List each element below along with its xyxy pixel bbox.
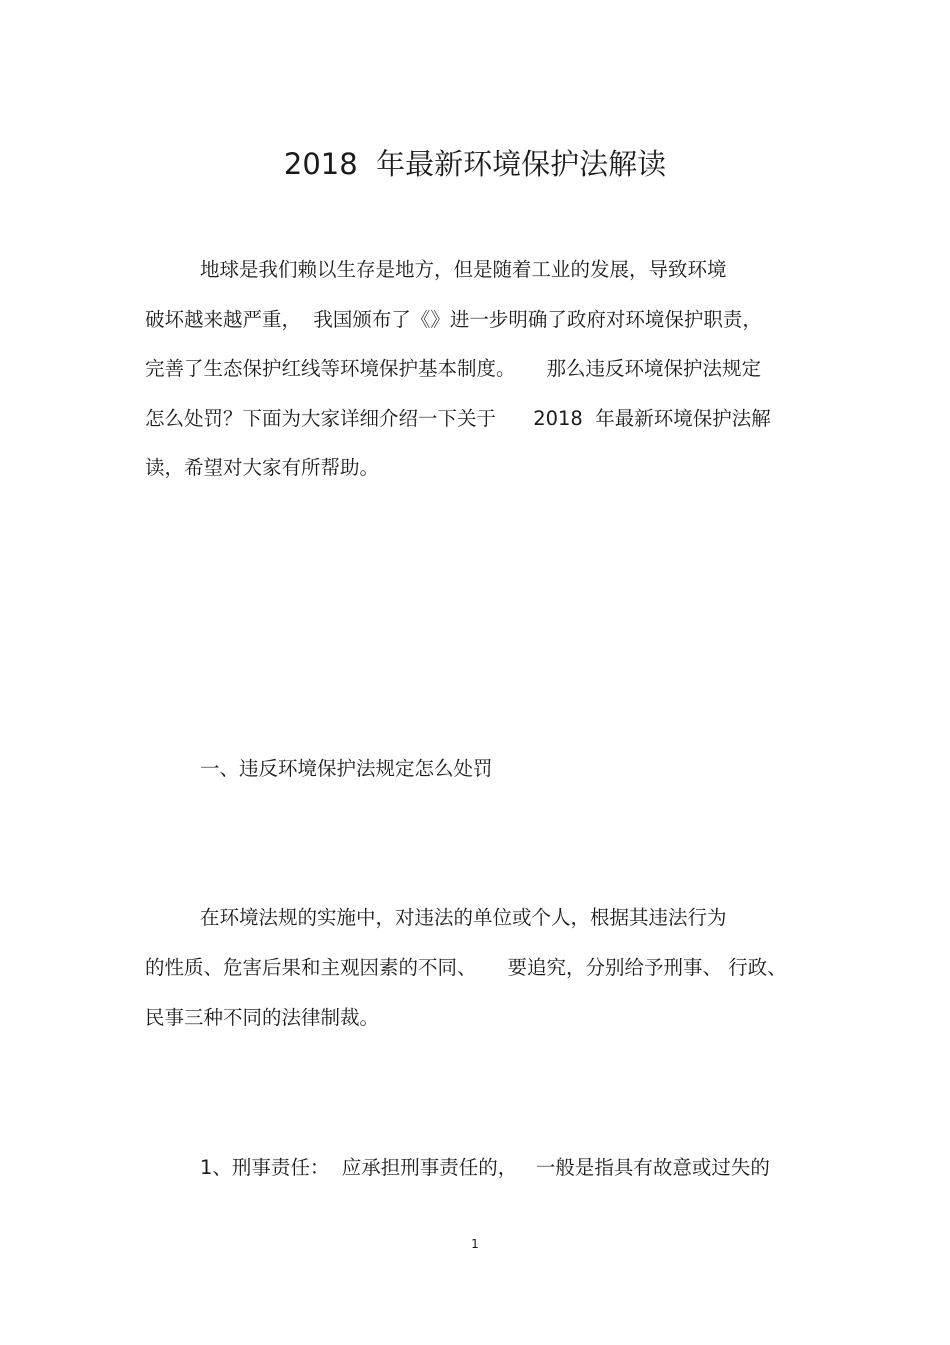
page-number: 1 [471,1237,479,1251]
intro-line-3: 完善了生态保护红线等环境保护基本制度。 那么违反环境保护法规定 [145,357,761,380]
document-title: 2018 年最新环境保护法解读 [283,147,667,181]
intro-line-1: 地球是我们赖以生存是地方，但是随着工业的发展，导致环境 [200,258,727,281]
section-line-2: 的性质、危害后果和主观因素的不同、 要追究，分别给予刑事、 行政、 [145,956,787,979]
intro-line-2: 破坏越来越严重， 我国颁布了《》进一步明确了政府对环境保护职责， [145,308,762,331]
section-line-3: 民事三种不同的法律制裁。 [145,1006,380,1029]
intro-line-5: 读，希望对大家有所帮助。 [145,456,380,479]
section-line-1: 在环境法规的实施中，对违法的单位或个人，根据其违法行为 [200,906,727,929]
intro-line-4: 怎么处罚？下面为大家详细介绍一下关于 2018 年最新环境保护法解 [145,407,771,430]
section-heading: 一、违反环境保护法规定怎么处罚 [200,757,493,780]
item-1-text: 1、刑事责任： 应承担刑事责任的， 一般是指具有故意或过失的 [200,1156,770,1179]
